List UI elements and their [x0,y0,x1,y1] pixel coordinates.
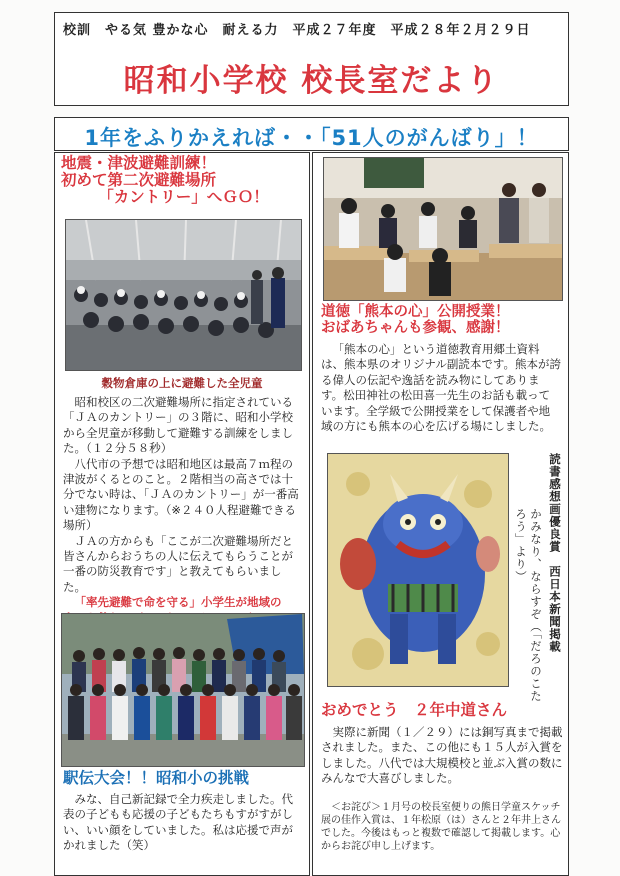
moral-headline-line1: 道徳「熊本の心」公開授業！ [321,304,510,320]
classroom-photo [323,157,563,301]
apology-note [321,801,563,853]
ekiden-team-photo [61,613,305,767]
ekiden-headline: 駅伝大会！！昭和小の挑戦 [63,769,250,787]
evacuation-photo-caption: 穀物倉庫の上に避難した全児童 [101,376,263,390]
moral-class-headline [321,305,510,337]
art-award-vertical: 読書感想画優良賞 西日本新聞掲載 [548,453,562,653]
art-title-vertical: かみなり、ならすぞ（「だろのこたろう」より） [514,508,543,703]
moral-paragraph: 「熊本の心」という道徳教育用郷土資料は、熊本県のオリジナル副読本です。熊本が誇る偉人の伝記や逸話を読み物にしてあります。松田神社の松田喜一先生のお話も載っています。全学級で公開授業をして保護者や地域の方にも熊本の心を広げる場にしました。 [321,342,562,434]
drill-paragraph: 八代市の予想では昭和地区は最高７ｍ程の津波がくるとのこと。２階相当の高さでは十分でない時は、「ＪＡのカントリー」が一番高い建物になります。（※２４０人程避難できる場所） [63,456,299,533]
drill-headline-line1: 地震・津波避難訓練！ [61,154,217,172]
school-motto-and-date: 校訓 やる気 豊かな心 耐える力 平成２７年度 平成２８年２月２９日 [63,23,531,38]
right-column [312,152,569,876]
congrats-headline: おめでとう ２年中道さん [321,701,508,719]
evacuation-photo [65,219,302,371]
theme-banner [54,117,569,151]
drill-article [63,395,303,626]
masthead-box [54,12,569,106]
drill-headline [61,155,306,206]
drill-headline-line2: 初めて第二次避難場所 [61,171,217,190]
apology-text: ＜お詫び＞１月号の校長室便りの熊日学童スケッチ展の佳作入賞は、１年松原（は）さんと２年井上さんでした。今後はもっと複数で確認して掲載します。心からお詫び申し上げます。 [321,802,561,852]
drill-paragraph: 昭和校区の二次避難場所に指定されている「ＪＡのカントリー」の３階に、昭和小学校から全児童が移動して避難する訓練をしました。（１２分５８秒） [63,395,293,456]
newsletter-title: 昭和小学校 校長室だより [123,63,500,99]
drill-headline-line3: 「カントリー」へＧＯ！ [98,188,269,207]
moral-headline-line2: おばあちゃんも参観、感謝！ [321,319,510,336]
congrats-article [321,725,563,787]
ekiden-paragraph: みな、自己新記録で全力疾走しました。代表の子どもも応援の子どもたちもすがすがしい、いい顔をしていました。私は応援で声がかれました（笑） [63,792,293,853]
ekiden-article [63,792,303,854]
banner-text: 1年をふりかえれば・・「51人のがんばり」！ [84,126,539,150]
demon-painting [327,453,509,687]
drill-highlight: 「率先避難で命を守る」小学生が地域の [74,595,282,610]
drill-paragraph: ＪＡの方からも「ここが二次避難場所だと皆さんからおうちの人に伝えてもらうことが一番の防災教育です」と教えてもらいました。 [63,533,293,594]
congrats-paragraph: 実際に新聞（１／２９）には銅写真まで掲載されました。また、この他にも１５人が入賞をしました。八代では大規模校と並ぶ入賞の数にみんなで大喜びしました。 [321,725,563,786]
left-column [54,152,310,876]
moral-class-article [321,342,561,434]
